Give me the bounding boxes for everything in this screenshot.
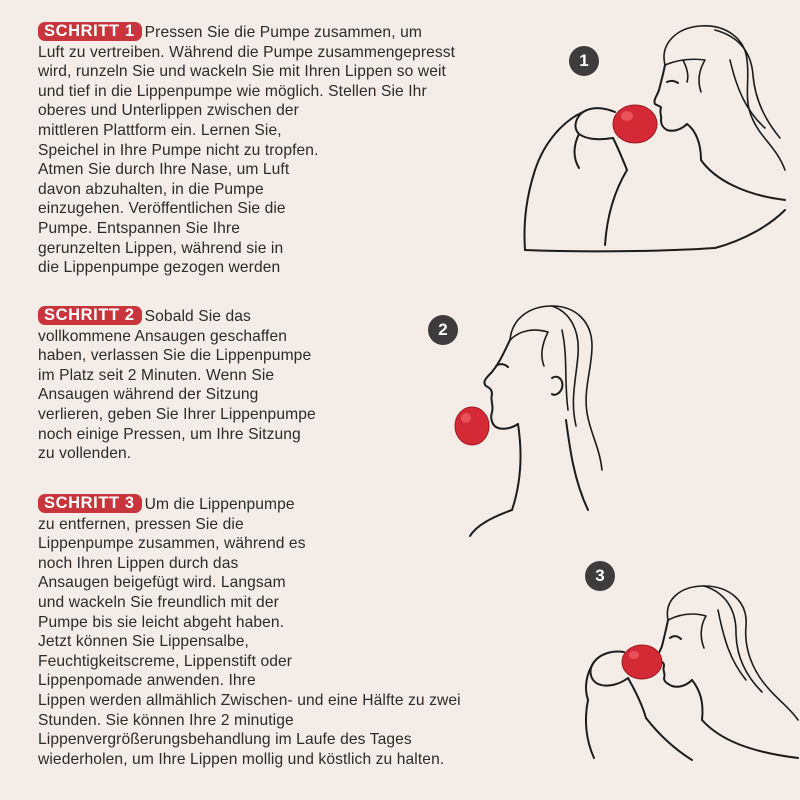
step-1-line-7: Atmen Sie durch Ihre Nase, um Luft xyxy=(38,161,290,179)
step-3-line-13: wiederholen, um Ihre Lippen mollig und köstlich zu halten. xyxy=(38,750,445,768)
step-3-line-12: Lippenvergrößerungsbehandlung im Laufe des Tages xyxy=(38,731,412,749)
step-1-line-11: gerunzelten Lippen, während sie in xyxy=(38,239,284,257)
step-1-badge: SCHRITT 1 xyxy=(38,22,142,41)
step-1-line-3: und tief in die Lippenpumpe wie möglich. Stellen Sie Ihr xyxy=(38,82,427,100)
step-1-line-0: SCHRITT 1 Pressen Sie die Pumpe zusammen, um xyxy=(38,22,455,43)
step-1-line-4: oberes und Unterlippen zwischen der xyxy=(38,102,299,120)
step-2-line-3: im Platz seit 2 Minuten. Wenn Sie xyxy=(38,366,275,384)
step-2-block xyxy=(38,306,316,464)
step-1-line-10: Pumpe. Entspannen Sie Ihre xyxy=(38,219,240,237)
step-3-line-1: zu entfernen, pressen Sie die xyxy=(38,515,244,533)
step-1-line-12: die Lippenpumpe gezogen werden xyxy=(38,259,281,277)
step-3-line-5: und wackeln Sie freundlich mit der xyxy=(38,593,279,611)
step-1-line-5: mittleren Plattform ein. Lernen Sie, xyxy=(38,121,282,139)
step-1-number-marker: 1 xyxy=(569,46,599,76)
step-3-line-11: Stunden. Sie können Ihre 2 minutige xyxy=(38,711,294,729)
step-1-line-8: davon abzuhalten, in die Pumpe xyxy=(38,180,264,198)
step-2-line-5: verlieren, geben Sie Ihrer Lippenpumpe xyxy=(38,405,316,423)
step-3-number-marker: 3 xyxy=(585,561,615,591)
step-2-line-6: noch einige Pressen, um Ihre Sitzung xyxy=(38,425,301,443)
step-3-block xyxy=(38,494,461,769)
illustration-step-3-remove xyxy=(580,580,800,780)
step-2-badge: SCHRITT 2 xyxy=(38,306,142,325)
step-2-line-4: Ansaugen während der Sitzung xyxy=(38,386,259,404)
illustration-step-1-squeeze xyxy=(515,20,800,270)
step-3-line-2: Lippenpumpe zusammen, während es xyxy=(38,535,306,553)
step-1-line-9: einzugehen. Veröffentlichen Sie die xyxy=(38,200,286,218)
step-1-block xyxy=(38,22,455,278)
step-2-number-marker: 2 xyxy=(428,315,458,345)
illustration-step-2-pump-on-lips xyxy=(450,300,650,540)
step-1-line-1: Luft zu vertreiben. Während die Pumpe zusammengepresst xyxy=(38,43,456,61)
step-2-line-7: zu vollenden. xyxy=(38,445,132,463)
step-3-line-3: noch Ihren Lippen durch das xyxy=(38,554,239,572)
step-2-line-1: vollkommene Ansaugen geschaffen xyxy=(38,327,288,345)
step-3-line-7: Jetzt können Sie Lippensalbe, xyxy=(38,633,249,651)
step-3-line-10: Lippen werden allmählich Zwischen- und eine Hälfte zu zwei xyxy=(38,691,461,709)
step-3-line-8: Feuchtigkeitscreme, Lippenstift oder xyxy=(38,652,293,670)
step-3-line-6: Pumpe bis sie leicht abgeht haben. xyxy=(38,613,285,631)
step-3-line-9: Lippenpomade anwenden. Ihre xyxy=(38,672,256,690)
step-2-line-2: haben, verlassen Sie die Lippenpumpe xyxy=(38,347,312,365)
step-1-line-6: Speichel in Ihre Pumpe nicht zu tropfen. xyxy=(38,141,319,159)
step-3-badge: SCHRITT 3 xyxy=(38,494,142,513)
step-3-line-4: Ansaugen beigefügt wird. Langsam xyxy=(38,574,286,592)
step-3-line-0: SCHRITT 3 Um die Lippenpumpe xyxy=(38,494,461,515)
step-1-line-2: wird, runzeln Sie und wackeln Sie mit Ihren Lippen so weit xyxy=(38,63,446,81)
step-2-line-0: SCHRITT 2 Sobald Sie das xyxy=(38,306,316,327)
